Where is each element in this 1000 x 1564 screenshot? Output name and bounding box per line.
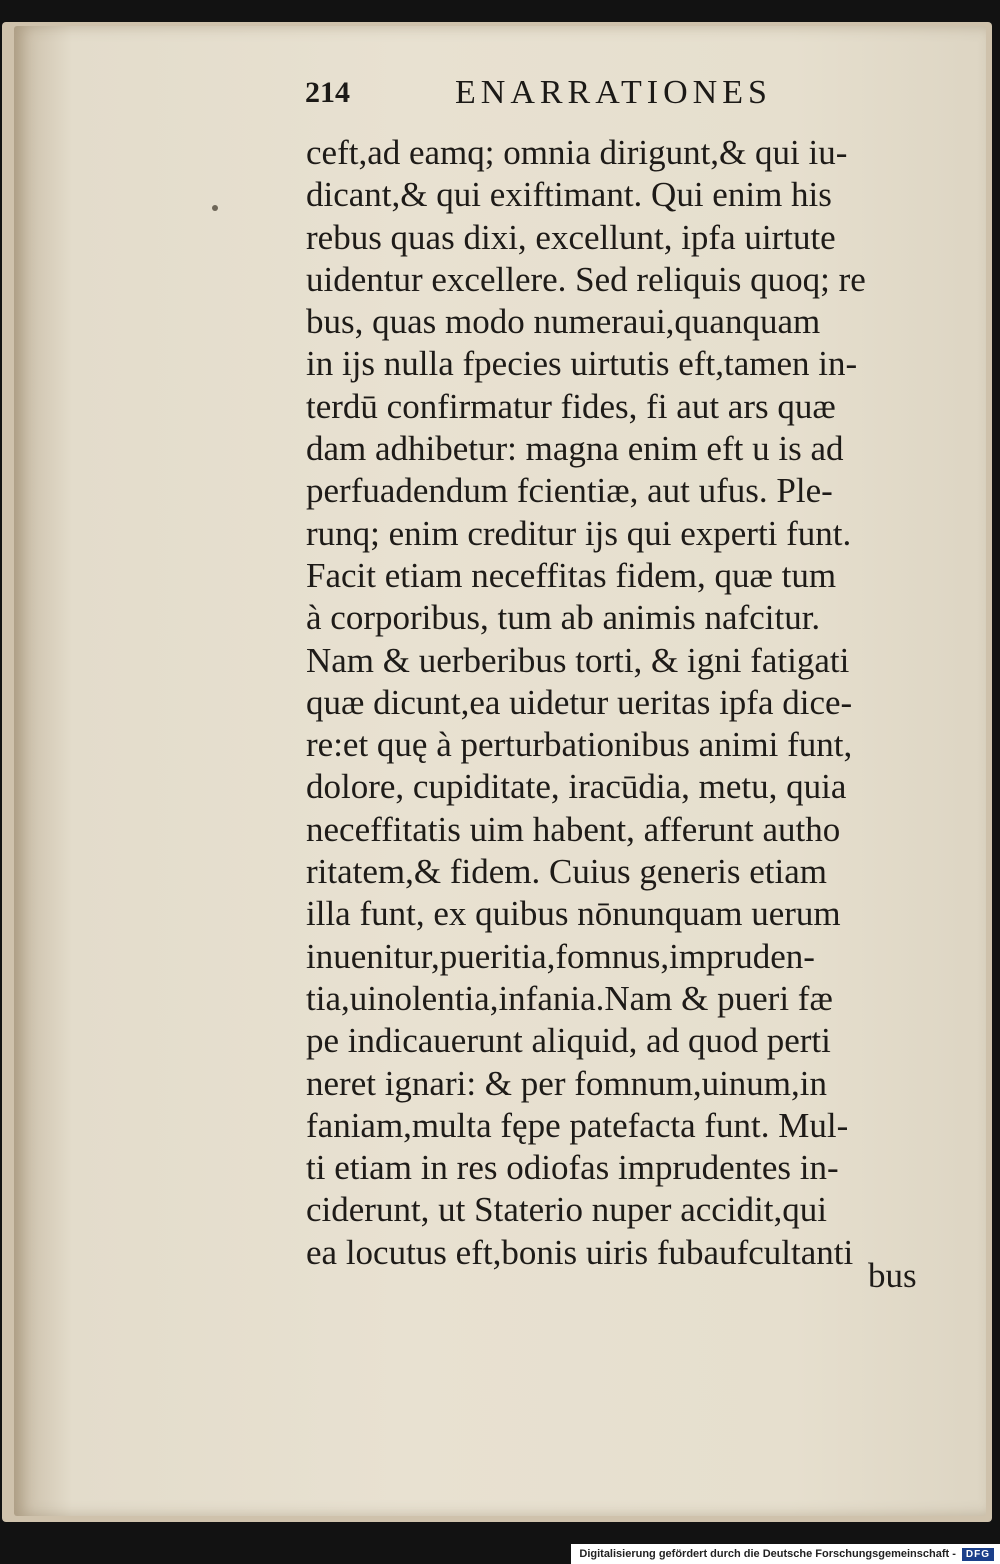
text-line: terdū confirmatur fides, fi aut ars quæ [306,386,836,426]
text-line: ceft,ad eamq; omnia dirigunt,& qui iu- [306,133,848,172]
running-head [305,70,825,114]
text-line: neceffitatis uim habent, afferunt autho [306,809,841,849]
running-title: ENARRATIONES [455,74,772,111]
text-line: neret ignari: & per fomnum,uinum,in [306,1063,828,1103]
text-line: in ijs nulla fpecies uirtutis eft,tamen in- [306,344,858,384]
text-line: perfuadendum fcientiæ, aut ufus. Ple- [306,471,833,511]
digitization-credit [571,1544,1000,1564]
page-number: 214 [305,76,350,109]
text-line: dolore, cupiditate, iracūdia, metu, quia [306,767,847,807]
credit-text: Digitalisierung gefördert durch die Deutsche Forschungsgemeinschaft - [579,1548,956,1560]
text-line: à corporibus, tum ab animis nafcitur. [306,598,821,638]
text-line: ciderunt, ut Staterio nuper accidit,qui [306,1190,827,1230]
body-text [306,132,946,1274]
text-line: Nam & uerberibus torti, & igni fatigati [306,640,850,680]
text-line: inuenitur,pueritia,fomnus,impruden- [306,936,815,976]
text-line: runq; enim creditur ijs qui experti funt. [306,513,852,553]
text-line: bus, quas modo numeraui,quanquam [306,302,821,342]
text-line: dicant,& qui exiftimant. Qui enim his [306,175,832,215]
text-line: ti etiam in res odiofas imprudentes in- [306,1148,839,1188]
text-line: ea locutus eft,bonis uiris fubaufcultanti [306,1232,854,1272]
catchword: bus [868,1256,917,1295]
text-line: tia,uinolentia,infania.Nam & pueri fæ [306,978,833,1018]
text-line: Facit etiam neceffitas fidem, quæ tum [306,555,837,595]
text-line: ritatem,& fidem. Cuius generis etiam [306,852,827,892]
text-line: quæ dicunt,ea uidetur ueritas ipfa dice- [306,682,853,722]
text-line: uidentur excellere. Sed reliquis quoq; re [306,259,866,299]
text-line: re:et quę à perturbationibus animi funt, [306,725,853,765]
paper-speck [212,205,218,211]
text-line: dam adhibetur: magna enim eft u is ad [306,429,844,469]
text-line: pe indicauerunt aliquid, ad quod perti [306,1021,831,1061]
text-line: faniam,multa fępe patefacta funt. Mul- [306,1105,849,1145]
dfg-logo-icon: DFG [962,1548,994,1561]
text-line: illa funt, ex quibus nōnunquam uerum [306,894,841,934]
text-line: rebus quas dixi, excellunt, ipfa uirtute [306,217,836,257]
